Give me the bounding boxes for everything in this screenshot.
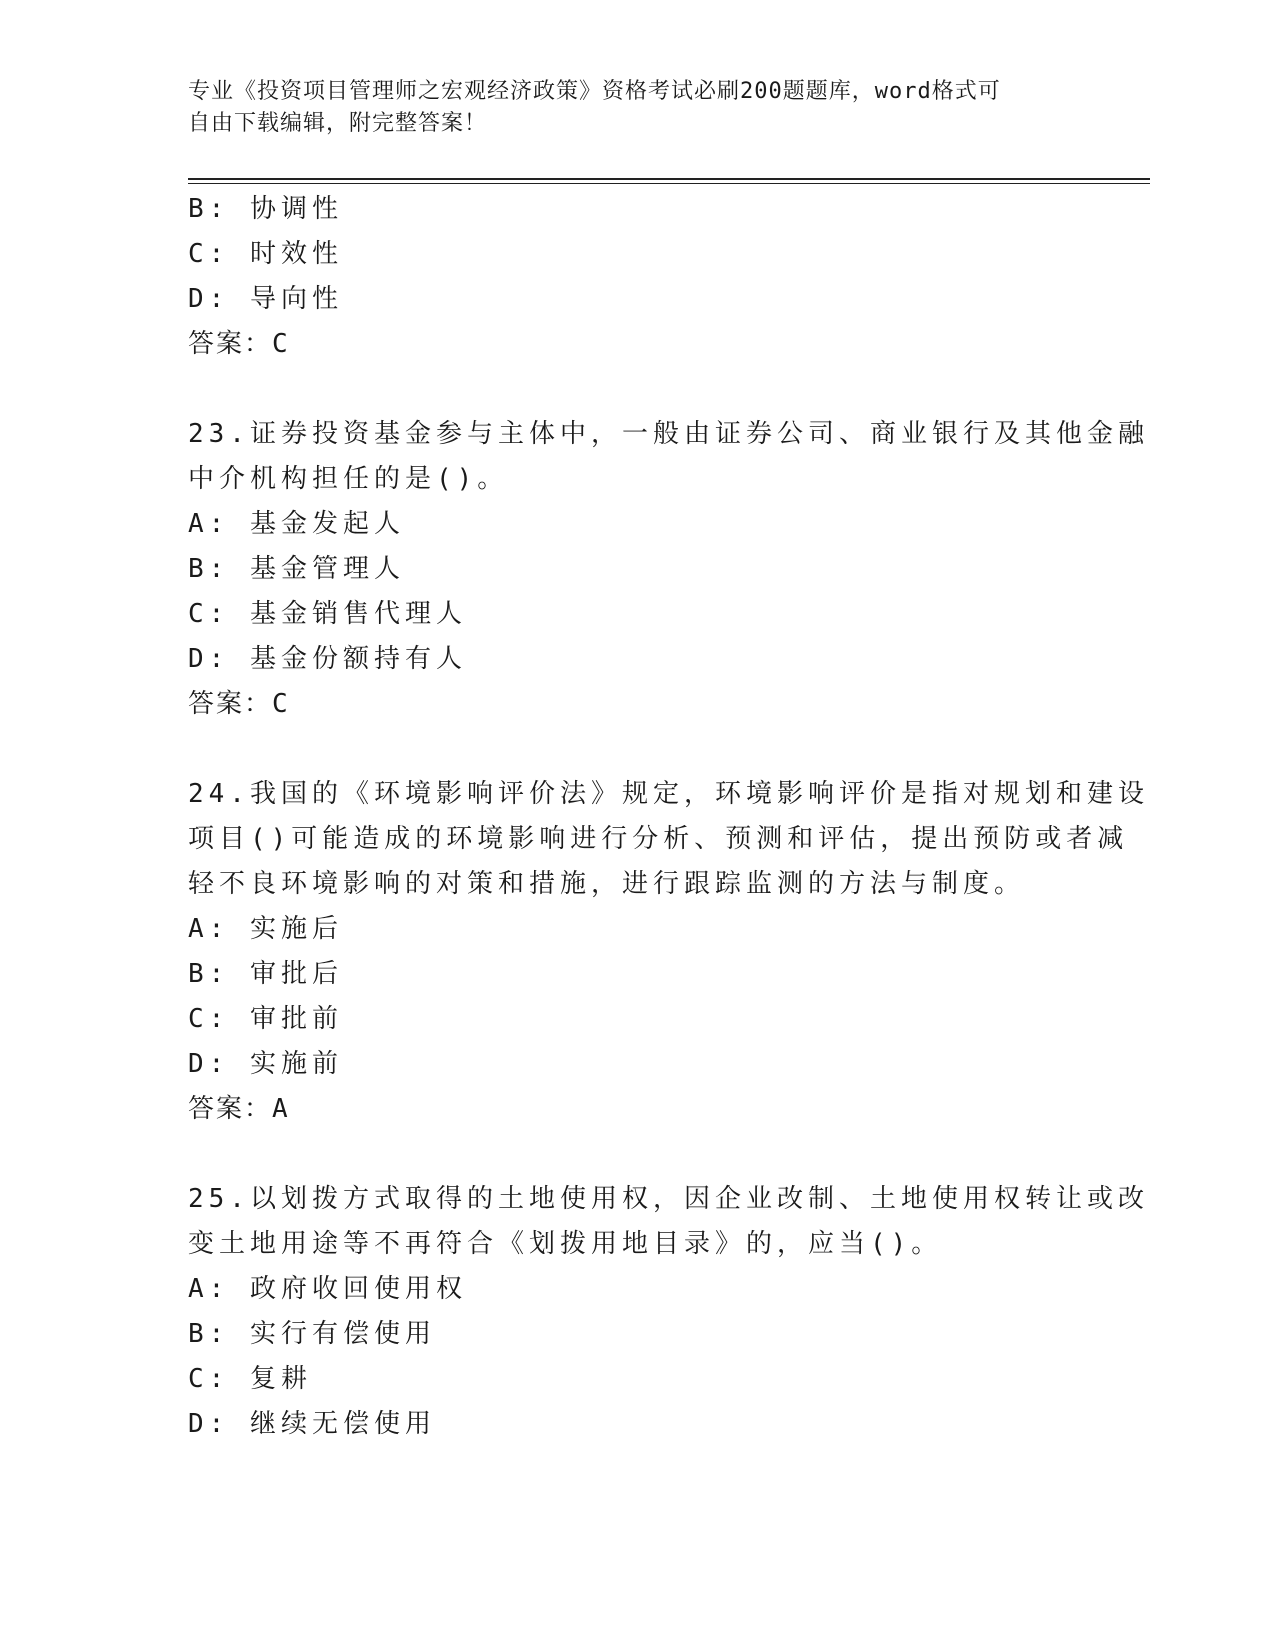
q23-option-b: B: 基金管理人 <box>188 554 405 584</box>
q23-option-d: D: 基金份额持有人 <box>188 644 467 674</box>
q22-option-c: C: 时效性 <box>188 239 343 269</box>
q22-answer: 答案：C <box>188 329 290 359</box>
q23-stem-line-1: 23.证券投资基金参与主体中，一般由证券公司、商业银行及其他金融 <box>188 419 1149 449</box>
q23-answer: 答案：C <box>188 689 290 719</box>
q25-option-c: C: 复耕 <box>188 1364 312 1394</box>
q23-stem-line-2: 中介机构担任的是()。 <box>188 464 509 494</box>
q23-option-c: C: 基金销售代理人 <box>188 599 467 629</box>
q24-stem-line-2: 项目()可能造成的环境影响进行分析、预测和评估，提出预防或者减 <box>188 824 1129 854</box>
header-line-1: 专业《投资项目管理师之宏观经济政策》资格考试必刷200题题库，word格式可 <box>188 79 1001 104</box>
q25-option-a: A: 政府收回使用权 <box>188 1274 467 1304</box>
header-divider <box>188 178 1150 184</box>
q24-answer: 答案：A <box>188 1094 290 1124</box>
q24-option-d: D: 实施前 <box>188 1049 343 1079</box>
page-header <box>188 76 1068 140</box>
q23-option-a: A: 基金发起人 <box>188 509 405 539</box>
q24-option-b: B: 审批后 <box>188 959 343 989</box>
q24-option-c: C: 审批前 <box>188 1004 343 1034</box>
q25-option-b: B: 实行有偿使用 <box>188 1319 436 1349</box>
q25-option-d: D: 继续无偿使用 <box>188 1409 436 1439</box>
header-line-2: 自由下载编辑，附完整答案！ <box>188 111 488 136</box>
q25-stem-line-2: 变土地用途等不再符合《划拨用地目录》的，应当()。 <box>188 1229 943 1259</box>
q22-option-d: D: 导向性 <box>188 284 343 314</box>
q25-stem-line-1: 25.以划拨方式取得的土地使用权，因企业改制、土地使用权转让或改 <box>188 1184 1149 1214</box>
q22-option-b: B: 协调性 <box>188 194 343 224</box>
q24-option-a: A: 实施后 <box>188 914 343 944</box>
q24-stem-line-3: 轻不良环境影响的对策和措施，进行跟踪监测的方法与制度。 <box>188 869 1026 899</box>
q24-stem-line-1: 24.我国的《环境影响评价法》规定，环境影响评价是指对规划和建设 <box>188 779 1149 809</box>
